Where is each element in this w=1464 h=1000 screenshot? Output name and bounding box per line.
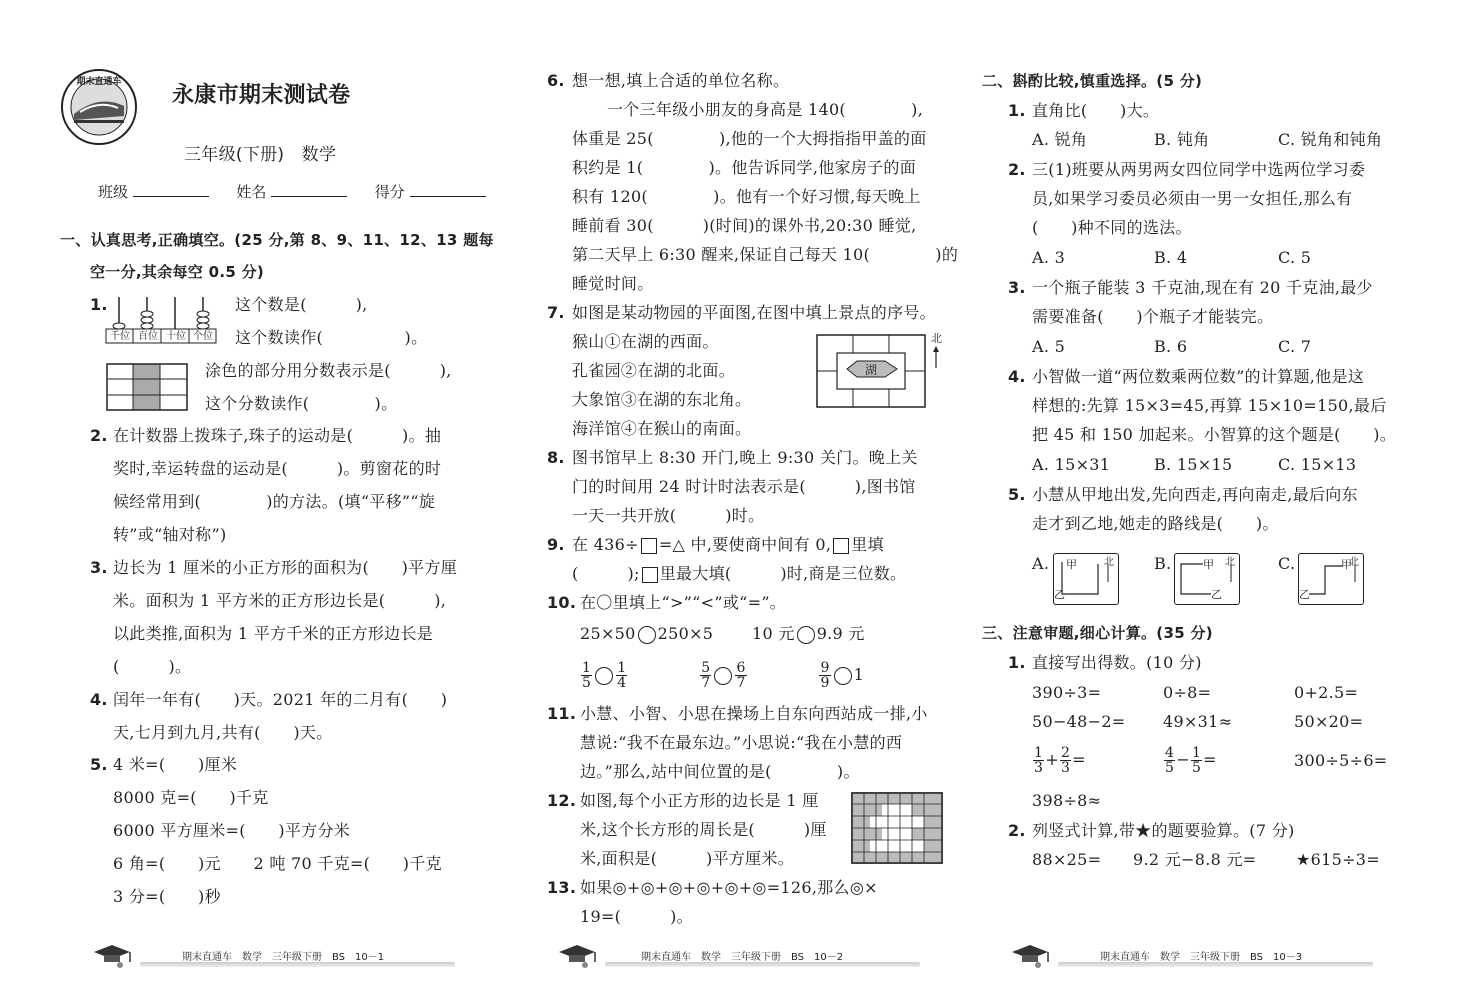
- name-field[interactable]: [271, 182, 347, 197]
- q10-row-2: [580, 655, 864, 695]
- calc-item: $\frac{1}{3}$ + $\frac{2}{3}$ =: [1034, 745, 1086, 776]
- c1-line-1: 直角比( )大。: [1032, 101, 1160, 120]
- shaded-grid-image: [106, 363, 188, 411]
- q13-number: 13.: [547, 878, 577, 897]
- calc-item: $\frac{4}{5}$ − $\frac{1}{5}$ =: [1165, 745, 1217, 776]
- blank-square-icon: [641, 538, 657, 554]
- blank-square-icon: [833, 538, 849, 554]
- q3-line-4: ( )。: [113, 657, 192, 676]
- q1-line-1: 这个数是( ),: [235, 295, 368, 314]
- c2-line-3: ( )种不同的选法。: [1032, 218, 1192, 237]
- q5-line-2: 8000 克=( )千克: [113, 788, 269, 807]
- route-figure-b: [1174, 553, 1240, 605]
- c4-option-c[interactable]: C. 15×13: [1278, 455, 1357, 474]
- c2-line-2: 员,如果学习委员必须由一男一女担任,那么有: [1032, 189, 1353, 208]
- q9-line-2: [572, 563, 906, 585]
- q10-expr: 10 元: [752, 624, 795, 643]
- c2-option-a[interactable]: A. 3: [1032, 248, 1066, 267]
- logo-text: 期末直通车: [76, 77, 122, 87]
- q11-line-3: 边。”那么,站中间位置的是( )。: [580, 762, 860, 781]
- c5-number: 5.: [1008, 485, 1026, 504]
- q2-line-3: 候经常用到( )的方法。(填“平移”“旋: [113, 492, 436, 511]
- route-end-label: 乙: [1054, 588, 1066, 601]
- q12-line-3: 米,面积是( )平方厘米。: [580, 849, 795, 868]
- c1-option-c[interactable]: C. 锐角和钝角: [1278, 130, 1383, 149]
- q9-text-a: 在 436÷: [572, 535, 639, 554]
- q9-text-b: =△ 中,要使商中间有 0,: [658, 535, 832, 554]
- q5-line-3: 6000 平方厘米=( )平方分米: [113, 821, 351, 840]
- calc-item: 49×31≈: [1163, 712, 1233, 731]
- page-footer-3: [1008, 942, 1378, 968]
- c4-number: 4.: [1008, 367, 1026, 386]
- q6-line-4: 积有 120( )。他有一个好习惯,每天晚上: [572, 187, 921, 206]
- abacus-labels: [106, 330, 216, 343]
- column-3: [978, 0, 1448, 1000]
- q6-line-3: 积约是 1( )。他告诉同学,他家房子的面: [572, 158, 917, 177]
- q7-line-2: 孔雀园②在湖的北面。: [572, 361, 736, 380]
- c5-option-c[interactable]: C.: [1278, 554, 1296, 573]
- north-label: 北: [1349, 557, 1360, 568]
- score-field[interactable]: [410, 182, 486, 197]
- q6-intro: 想一想,填上合适的单位名称。: [572, 71, 790, 90]
- q3-line-2: 米。面积为 1 平方米的正方形边长是( ),: [113, 591, 447, 610]
- q1-line-3: 涂色的部分用分数表示是( ),: [205, 361, 452, 380]
- k2-number: 2.: [1008, 821, 1026, 840]
- blank-circle-icon: [638, 626, 656, 644]
- q12-number: 12.: [547, 791, 577, 810]
- graduation-cap-icon: [1008, 942, 1054, 968]
- c3-option-c[interactable]: C. 7: [1278, 337, 1312, 356]
- q7-intro: 如图是某动物园的平面图,在图中填上景点的序号。: [572, 303, 936, 322]
- north-label: 北: [1225, 557, 1236, 568]
- q5-line-4: 6 角=( )元 2 吨 70 千克=( )千克: [113, 854, 442, 873]
- q10-expr: 250×5: [657, 624, 714, 643]
- calc-item: 300÷5÷6=: [1294, 751, 1388, 770]
- q10-row-1: [580, 623, 865, 645]
- blank-circle-icon: [595, 667, 613, 685]
- q6-line-1: 一个三年级小朋友的身高是 140( ),: [607, 100, 924, 119]
- q4-line-2: 天,七月到九月,共有( )天。: [113, 723, 333, 742]
- q4-line-1: 闰年一年有( )天。2021 年的二月有( ): [113, 690, 448, 709]
- c3-line-1: 一个瓶子能装 3 千克油,现在有 20 千克油,最少: [1032, 278, 1373, 297]
- route-figure-a: [1053, 553, 1119, 605]
- q10-number: 10.: [547, 593, 577, 612]
- q11-line-2: 慧说:“我不在最东边。”小思说:“我在小慧的西: [580, 733, 903, 752]
- abacus-label: 个位: [193, 331, 213, 342]
- q5-line-5: 3 分=( )秒: [113, 887, 221, 906]
- c4-option-b[interactable]: B. 15×15: [1154, 455, 1233, 474]
- q6-line-5: 睡前看 30( )(时间)的课外书,20:30 睡觉,: [572, 216, 917, 235]
- fraction: $\frac{1}{4}$: [617, 660, 627, 691]
- q8-number: 8.: [547, 448, 565, 467]
- q5-number: 5.: [90, 755, 108, 774]
- calc-item: 0÷8=: [1163, 683, 1212, 702]
- route-start-label: 甲: [1341, 558, 1353, 571]
- q13-line-1: 如果◎+◎+◎+◎+◎+◎=126,那么◎×: [580, 878, 878, 897]
- q10-expr: 1: [853, 665, 865, 684]
- c3-number: 3.: [1008, 278, 1026, 297]
- c2-option-b[interactable]: B. 4: [1154, 248, 1188, 267]
- q1-number: 1.: [90, 295, 108, 314]
- c3-option-a[interactable]: A. 5: [1032, 337, 1066, 356]
- rectangle-grid-image: [851, 792, 943, 864]
- q6-line-7: 睡觉时间。: [572, 274, 654, 293]
- q9-text-c: 里填: [851, 535, 884, 554]
- q9-text-d: ( );: [572, 564, 640, 583]
- fraction: $\frac{2}{3}$: [1060, 745, 1071, 776]
- c5-line-1: 小慧从甲地出发,先向西走,再向南走,最后向东: [1032, 485, 1358, 504]
- class-label: 班级: [98, 183, 129, 201]
- c4-line-3: 把 45 和 150 加起来。小智算的这个题是( )。: [1032, 425, 1397, 444]
- page-subtitle: 三年级(下册) 数学: [184, 145, 337, 165]
- q10-expr: 25×50: [580, 624, 636, 643]
- q9-text-e: 里最大填( )时,商是三位数。: [659, 564, 907, 583]
- section-2-heading: 二、斟酌比较,慎重选择。(5 分): [982, 72, 1203, 90]
- calc-item: 398÷8≈: [1032, 791, 1102, 810]
- q2-line-1: 在计数器上拨珠子,珠子的运动是( )。抽: [113, 426, 442, 445]
- q10-expr: 9.9 元: [816, 624, 865, 643]
- c4-option-a[interactable]: A. 15×31: [1032, 455, 1111, 474]
- q5-line-1: 4 米=( )厘米: [113, 755, 238, 774]
- graduation-cap-icon: [90, 942, 136, 968]
- c1-option-a[interactable]: A. 锐角: [1032, 130, 1088, 149]
- route-start-label: 甲: [1203, 558, 1215, 571]
- fraction: $\frac{4}{5}$: [1165, 745, 1175, 776]
- q6-line-6: 第二天早上 6:30 醒来,保证自己每天 10( )的: [572, 245, 959, 264]
- q11-number: 11.: [547, 704, 577, 723]
- route-start-label: 甲: [1066, 558, 1078, 571]
- fraction: $\frac{5}{7}$: [701, 660, 711, 691]
- blank-circle-icon: [797, 626, 815, 644]
- abacus-label: 千位: [110, 331, 130, 342]
- k1-number: 1.: [1008, 653, 1026, 672]
- north-label: 北: [931, 332, 943, 345]
- q2-number: 2.: [90, 426, 108, 445]
- c3-line-2: 需要准备( )个瓶子才能装完。: [1032, 307, 1274, 326]
- score-label: 得分: [374, 183, 405, 201]
- page-title: 永康市期末测试卷: [172, 83, 351, 108]
- c5-option-a[interactable]: A.: [1032, 554, 1050, 573]
- q9-number: 9.: [547, 535, 565, 554]
- graduation-cap-icon: [555, 942, 601, 968]
- page-footer-1: [90, 942, 460, 968]
- name-label: 姓名: [236, 183, 267, 201]
- q12-line-2: 米,这个长方形的周长是( )厘: [580, 820, 827, 839]
- q11-line-1: 小慧、小智、小思在操场上自东向西站成一排,小: [580, 704, 928, 723]
- student-info-fields: [98, 181, 486, 202]
- footer-text: 期末直通车 数学 三年级下册 BS 10－2: [641, 952, 844, 963]
- q8-line-3: 一天一共开放( )时。: [572, 506, 765, 525]
- q1-line-2: 这个数读作( )。: [235, 328, 428, 347]
- c4-line-1: 小智做一道“两位数乘两位数”的计算题,他是这: [1032, 367, 1365, 386]
- q1-line-4: 这个分数读作( )。: [205, 394, 398, 413]
- calc-item: 50×20=: [1294, 712, 1364, 731]
- lake-label: 湖: [865, 363, 878, 377]
- calc-item: 0+2.5=: [1294, 683, 1359, 702]
- page-footer-2: [555, 942, 925, 968]
- c4-line-2: 样想的:先算 15×3=45,再算 15×10=150,最后: [1032, 396, 1387, 415]
- section-1-heading-cont: 空一分,其余每空 0.5 分): [90, 263, 265, 281]
- logo-badge: [60, 68, 138, 146]
- q7-line-1: 猴山①在湖的西面。: [572, 332, 719, 351]
- calc-item: 50−48−2=: [1032, 712, 1126, 731]
- route-end-label: 乙: [1211, 588, 1223, 601]
- q8-line-1: 图书馆早上 8:30 开门,晚上 9:30 关门。晚上关: [572, 448, 918, 467]
- calc-item: 88×25=: [1032, 850, 1102, 869]
- c5-line-2: 走才到乙地,她走的路线是( )。: [1032, 514, 1279, 533]
- calc-item: ★615÷3=: [1296, 850, 1380, 869]
- calc-item: 9.2 元−8.8 元=: [1133, 850, 1257, 869]
- q3-line-1: 边长为 1 厘米的小正方形的面积为( )平方厘: [113, 558, 458, 577]
- blank-circle-icon: [714, 667, 732, 685]
- north-label: 北: [1104, 557, 1115, 568]
- calc-item: 390÷3=: [1032, 683, 1102, 702]
- fraction: $\frac{1}{5}$: [1191, 745, 1202, 776]
- q7-number: 7.: [547, 303, 565, 322]
- fraction: $\frac{6}{7}$: [736, 660, 746, 691]
- fraction: $\frac{1}{5}$: [582, 660, 592, 691]
- q13-line-2: 19=( )。: [580, 907, 693, 926]
- q7-line-3: 大象馆③在湖的东北角。: [572, 390, 752, 409]
- column-1: [60, 0, 530, 1000]
- c1-number: 1.: [1008, 101, 1026, 120]
- c2-option-c[interactable]: C. 5: [1278, 248, 1312, 267]
- abacus-label: 百位: [138, 331, 158, 342]
- route-figure-c: [1298, 553, 1364, 605]
- k1-intro: 直接写出得数。(10 分): [1032, 653, 1202, 672]
- q8-line-2: 门的时间用 24 时计时法表示是( ),图书馆: [572, 477, 916, 496]
- q9-line-1: [572, 534, 884, 556]
- q2-line-2: 奖时,幸运转盘的运动是( )。剪窗花的时: [113, 459, 442, 478]
- blank-square-icon: [642, 567, 658, 583]
- q2-line-4: 转”或“轴对称”): [113, 525, 227, 544]
- fraction: $\frac{9}{9}$: [820, 660, 830, 691]
- section-1-heading: 一、认真思考,正确填空。(25 分,第 8、9、11、12、13 题每: [60, 231, 494, 249]
- q3-line-3: 以此类推,面积为 1 平方千米的正方形边长是: [113, 624, 434, 643]
- c3-option-b[interactable]: B. 6: [1154, 337, 1188, 356]
- class-field[interactable]: [133, 182, 209, 197]
- footer-text: 期末直通车 数学 三年级下册 BS 10－3: [1100, 952, 1303, 963]
- north-arrow-icon: [932, 346, 940, 370]
- blank-circle-icon: [834, 667, 852, 685]
- q6-number: 6.: [547, 71, 565, 90]
- k2-intro: 列竖式计算,带★的题要验算。(7 分): [1032, 821, 1295, 840]
- c5-option-b[interactable]: B.: [1154, 554, 1172, 573]
- abacus-label: 十位: [166, 331, 186, 342]
- c2-line-1: 三(1)班要从两男两女四位同学中选两位学习委: [1032, 160, 1366, 179]
- route-end-label: 乙: [1299, 588, 1311, 601]
- fraction: $\frac{1}{3}$: [1034, 745, 1044, 776]
- q7-line-4: 海洋馆④在猴山的南面。: [572, 419, 752, 438]
- q10-intro: 在〇里填上“>”“<”或“=”。: [580, 593, 787, 612]
- q12-line-1: 如图,每个小正方形的边长是 1 厘: [580, 791, 819, 810]
- footer-text: 期末直通车 数学 三年级下册 BS 10－1: [182, 952, 385, 963]
- c2-number: 2.: [1008, 160, 1026, 179]
- q3-number: 3.: [90, 558, 108, 577]
- section-3-heading: 三、注意审题,细心计算。(35 分): [982, 624, 1213, 642]
- q6-line-2: 体重是 25( ),他的一个大拇指指甲盖的面: [572, 129, 927, 148]
- q4-number: 4.: [90, 690, 108, 709]
- c1-option-b[interactable]: B. 钝角: [1154, 130, 1210, 149]
- column-2: [545, 0, 1015, 1000]
